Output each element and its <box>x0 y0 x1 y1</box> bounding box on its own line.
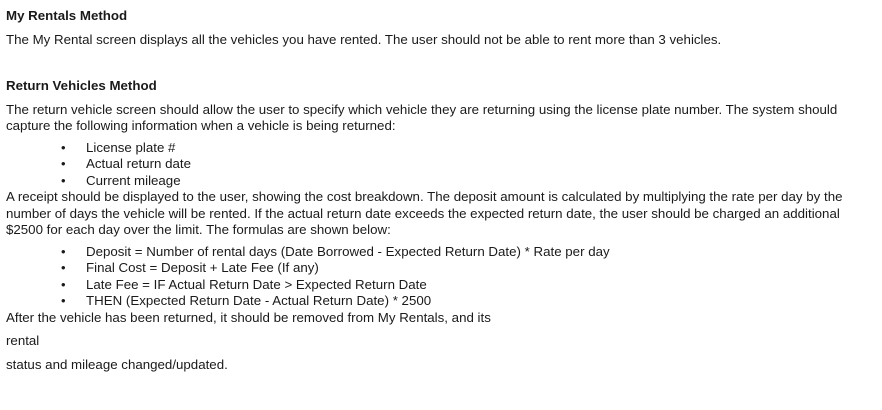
list-item-text: Actual return date <box>86 156 191 171</box>
bullet-icon: • <box>61 276 66 292</box>
bullet-icon: • <box>61 243 66 259</box>
list-item <box>6 293 878 310</box>
bullet-icon: • <box>61 260 66 275</box>
list-item <box>6 156 878 173</box>
document <box>6 0 878 373</box>
bullet-icon: • <box>61 293 66 308</box>
captured-fields-list <box>6 140 878 190</box>
closing-line-3: status and mileage changed/updated. <box>6 356 228 372</box>
my-rentals-heading: My Rentals Method <box>6 8 128 23</box>
return-vehicles-intro: The return vehicle screen should allow the user to specify which vehicle they are returning using the license plate number. The system should capture the following information when a vehicle is being returned: <box>6 101 838 133</box>
list-item-text: Late Fee = IF Actual Return Date > Expected Return Date <box>86 276 427 292</box>
list-item <box>6 173 878 190</box>
list-item <box>6 277 878 294</box>
list-item <box>6 244 878 261</box>
closing-line-2: rental <box>6 333 40 348</box>
list-item <box>6 260 878 277</box>
bullet-icon: • <box>61 172 66 188</box>
list-item-text: THEN (Expected Return Date - Actual Return Date) * 2500 <box>86 293 432 308</box>
list-item-text: License plate # <box>86 139 176 155</box>
list-item-text: Deposit = Number of rental days (Date Borrowed - Expected Return Date) * Rate per day <box>86 243 610 259</box>
receipt-description: A receipt should be displayed to the user, showing the cost breakdown. The deposit amount is calculated by multiplying the rate per day by the number of days the vehicle will be rented. If the actual return date exceeds the expected return date, the user should be charged an additional $2500 for each day over the limit. The formulas are shown below: <box>6 189 843 237</box>
list-item <box>6 140 878 157</box>
formulas-list <box>6 244 878 310</box>
return-vehicles-heading: Return Vehicles Method <box>6 78 157 93</box>
bullet-icon: • <box>61 156 66 171</box>
closing-line-1: After the vehicle has been returned, it should be removed from My Rentals, and its <box>6 309 491 325</box>
list-item-text: Current mileage <box>86 172 181 188</box>
list-item-text: Final Cost = Deposit + Late Fee (If any) <box>86 260 319 275</box>
bullet-icon: • <box>61 139 66 155</box>
my-rentals-body: The My Rental screen displays all the vehicles you have rented. The user should not be able to rent more than 3 vehicles. <box>6 31 722 47</box>
